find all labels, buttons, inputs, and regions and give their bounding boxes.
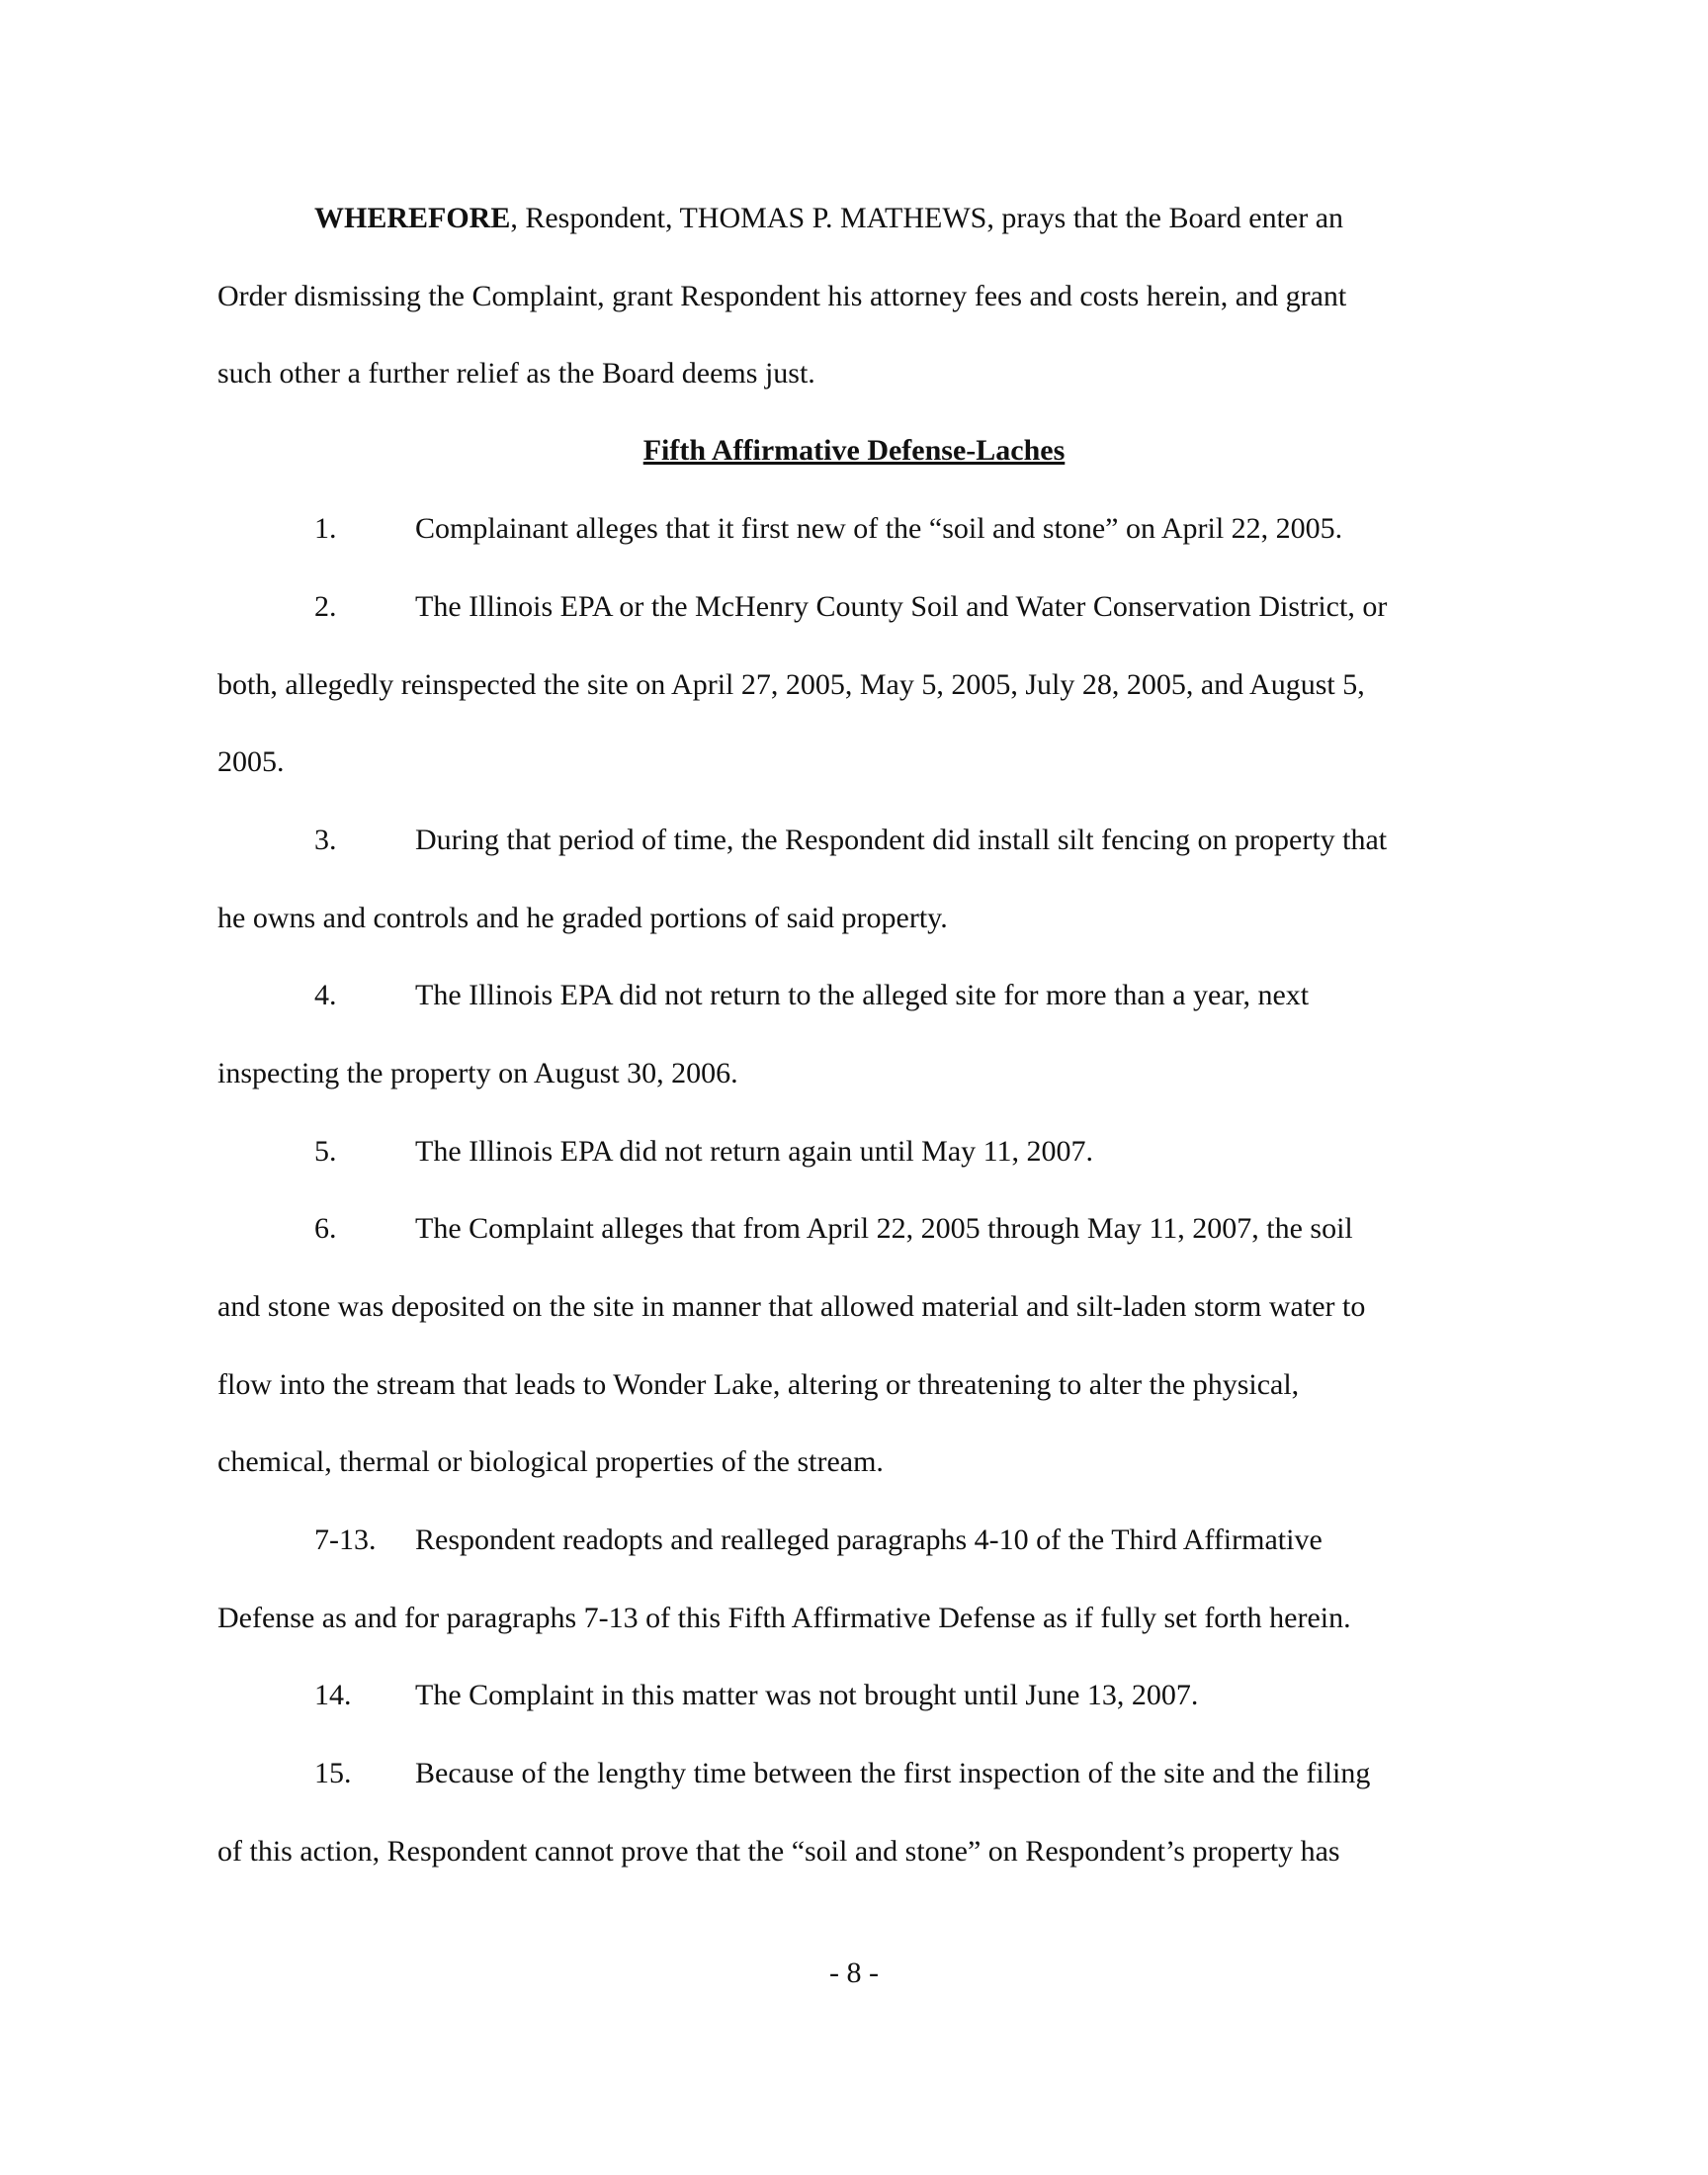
paragraph-5-line-1: The Illinois EPA did not return again until May 11, 2007. [415, 1135, 1094, 1168]
paragraph-6-line-3: flow into the stream that leads to Wonder Lake, altering or threatening to alter the physical, [217, 1368, 1300, 1401]
paragraph-number-4: 4. [314, 979, 337, 1011]
wherefore-line-3: such other a further relief as the Board deems just. [217, 357, 815, 390]
paragraph-number-5: 5. [314, 1135, 337, 1168]
paragraph-number-1: 1. [314, 512, 337, 545]
page-number: - 8 - [829, 1957, 879, 1989]
paragraph-number-7-13: 7-13. [314, 1523, 377, 1556]
paragraph-4-line-1: The Illinois EPA did not return to the alleged site for more than a year, next [415, 979, 1310, 1011]
paragraph-2-line-3: 2005. [217, 745, 285, 778]
paragraph-number-6: 6. [314, 1212, 337, 1245]
paragraph-7-13-line-2: Defense as and for paragraphs 7-13 of this Fifth Affirmative Defense as if fully set forth herein. [217, 1602, 1351, 1634]
paragraph-2-line-1: The Illinois EPA or the McHenry County Soil and Water Conservation District, or [415, 590, 1388, 623]
paragraph-1-line-1: Complainant alleges that it first new of the “soil and stone” on April 22, 2005. [415, 512, 1343, 545]
section-heading: Fifth Affirmative Defense-Laches [642, 434, 1066, 467]
wherefore-line-2: Order dismissing the Complaint, grant Respondent his attorney fees and costs herein, and grant [217, 280, 1347, 312]
paragraph-6-line-1: The Complaint alleges that from April 22, 2005 through May 11, 2007, the soil [415, 1212, 1353, 1245]
paragraph-2-line-2: both, allegedly reinspected the site on April 27, 2005, May 5, 2005, July 28, 2005, and August 5, [217, 668, 1365, 701]
paragraph-6-line-2: and stone was deposited on the site in manner that allowed material and silt-laden storm water to [217, 1290, 1366, 1323]
wherefore-lead: WHEREFORE [314, 202, 511, 234]
paragraph-3-line-2: he owns and controls and he graded portions of said property. [217, 902, 948, 934]
paragraph-3-line-1: During that period of time, the Respondent did install silt fencing on property that [415, 824, 1388, 856]
paragraph-number-3: 3. [314, 824, 337, 856]
paragraph-14-line-1: The Complaint in this matter was not brought until June 13, 2007. [415, 1679, 1199, 1711]
wherefore-line-1 [314, 201, 1343, 236]
paragraph-4-line-2: inspecting the property on August 30, 2006. [217, 1057, 738, 1089]
paragraph-15-line-1: Because of the lengthy time between the first inspection of the site and the filing [415, 1757, 1371, 1789]
wherefore-line-1-text: , Respondent, THOMAS P. MATHEWS, prays that the Board enter an [510, 202, 1344, 234]
paragraph-15-line-2: of this action, Respondent cannot prove that the “soil and stone” on Respondent’s property has [217, 1835, 1340, 1868]
paragraph-7-13-line-1: Respondent readopts and realleged paragraphs 4-10 of the Third Affirmative [415, 1523, 1323, 1556]
paragraph-number-14: 14. [314, 1679, 352, 1711]
paragraph-number-2: 2. [314, 590, 337, 623]
paragraph-6-line-4: chemical, thermal or biological properties of the stream. [217, 1445, 884, 1478]
paragraph-number-15: 15. [314, 1757, 352, 1789]
